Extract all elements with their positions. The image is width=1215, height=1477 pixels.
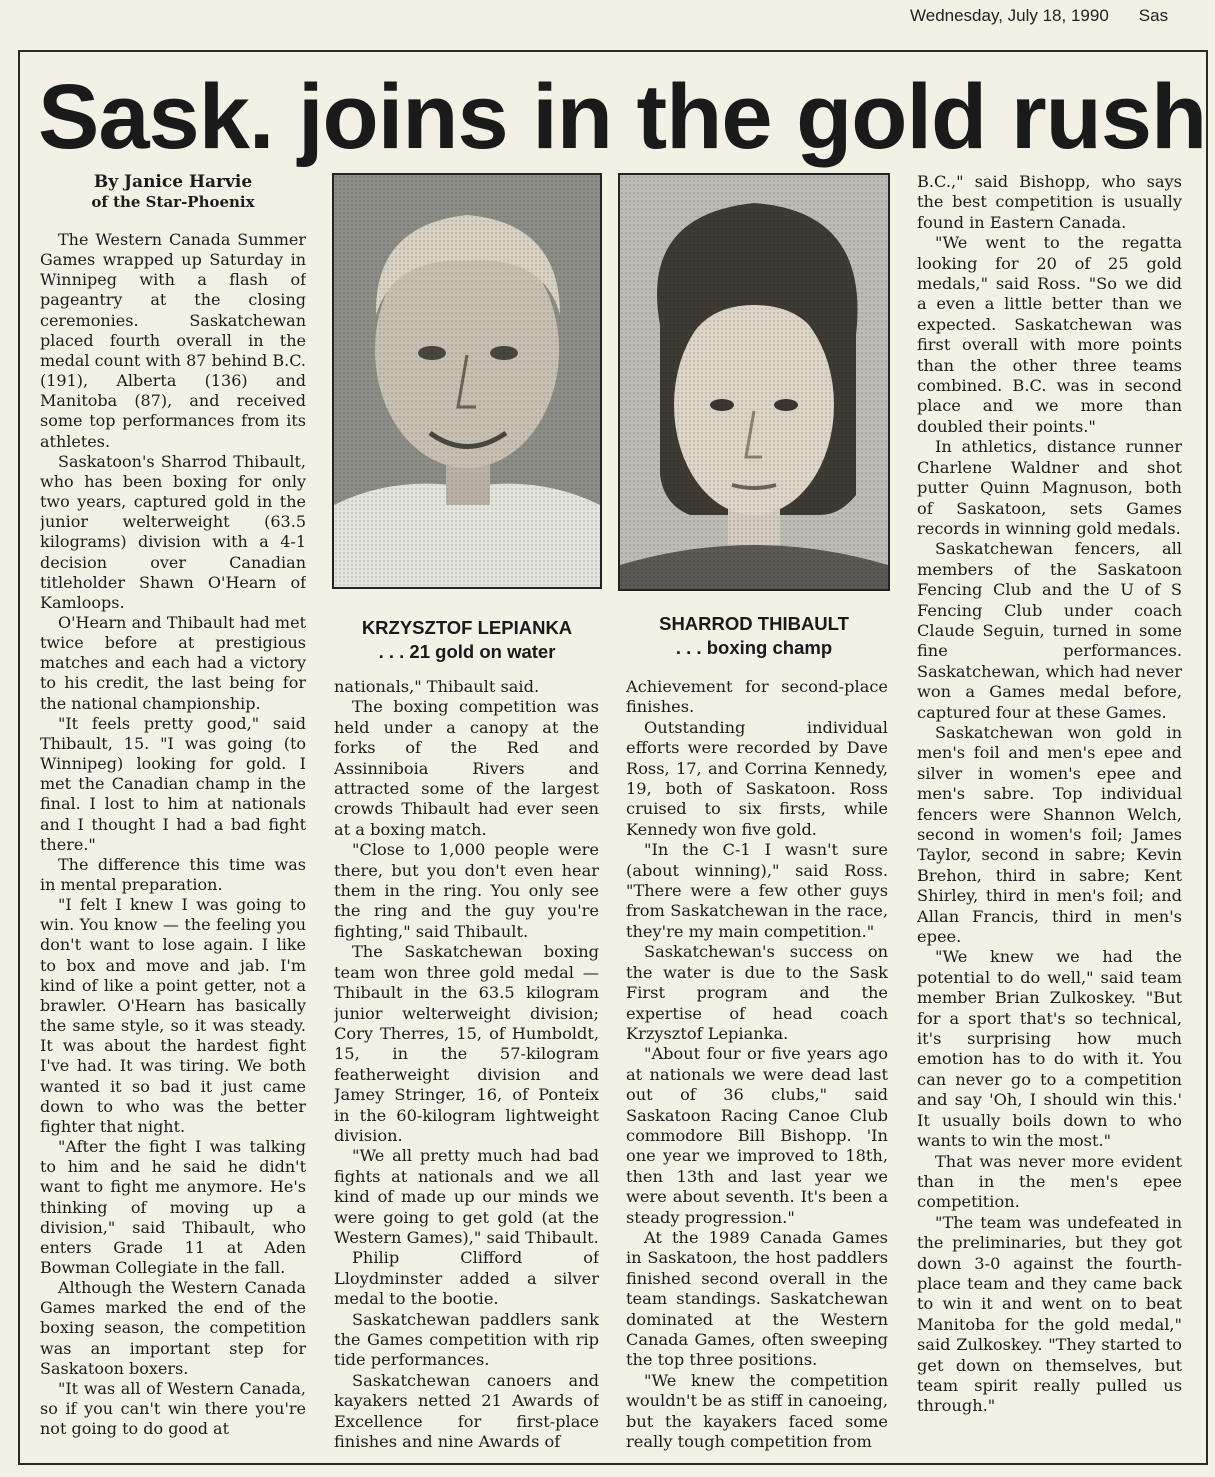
article-paragraph: In athletics, distance runner Charlene Waldner and shot putter Quinn Magnuson, both of Saskatoon, sets Games records in winning gold medals. [917,437,1182,538]
photo-caption-2 [618,612,890,660]
article-paragraph: At the 1989 Canada Games in Saskatoon, the host paddlers finished second overall in the team standings. Saskatchewan dominated at the Western Canada Games, often sweeping the top three positions. [626,1227,888,1370]
article-paragraph: O'Hearn and Thibault had met twice before at prestigious matches and each had a victory to his credit, the last being for the national championship. [40,612,306,713]
article-column-3 [626,677,888,1462]
article-paragraph: Saskatchewan's success on the water is due to the Sask First program and the expertise of head coach Krzysztof Lepianka. [626,942,888,1043]
article-paragraph: "The team was undefeated in the preliminaries, but they got down 3-0 against the fourth-place team and they came back to win it and went on to beat Manitoba for the gold medal," said Zulkoskey. "They started to get down on themselves, but team spirit really pulled us through." [917,1212,1182,1416]
article-paragraph: "We knew the competition wouldn't be as stiff in canoeing, but the kayakers faced some really tough competition from [626,1370,888,1452]
article-column-2 [334,677,599,1462]
article-paragraph: B.C.," said Bishopp, who says the best competition is usually found in Eastern Canada. [917,172,1182,232]
article-column-1 [40,172,306,1462]
article-paragraph: Saskatchewan canoers and kayakers netted 21 Awards of Excellence for first-place finishes and nine Awards of [334,1370,599,1452]
photo-caption-name: KRZYSZTOF LEPIANKA [361,617,573,638]
article-paragraph: "I felt I knew I was going to win. You know — the feeling you don't want to lose again. I like to box and move and jab. I'm kind of like a point getter, not a brawler. O'Hearn has basically the same style, so it was steady. It was about the hardest fight I've had. It was tiring. We both wanted it so bad it just came down to who was the better fighter that night. [40,895,306,1136]
article-paragraph: The Saskatchewan boxing team won three gold medal — Thibault in the 63.5 kilogram junior welterweight division; Cory Therres, 15, of Humboldt, 15, in the 57-kilogram featherweight division and Jamey Stringer, 16, of Ponteix in the 60-kilogram lightweight division. [334,942,599,1145]
headline: Sask. joins in the gold rush [38,66,1207,168]
article-paragraph: Saskatoon's Sharrod Thibault, who has been boxing for only two years, captured gold in the junior welterweight (63.5 kilograms) division with a 4-1 decision over Canadian titleholder Shawn O'Hearn of Kamloops. [40,451,306,612]
article-paragraph: "Close to 1,000 people were there, but you don't even hear them in the ring. You only see the ring and the guy you're fighting," said Thibault. [334,840,599,941]
byline-author: By Janice Harvie [93,172,253,192]
article-paragraph: Philip Clifford of Lloydminster added a silver medal to the bootie. [334,1248,599,1309]
photo-caption-text: . . . boxing champ [675,637,833,658]
article-paragraph: Saskatchewan paddlers sank the Games competition with rip tide performances. [334,1309,599,1370]
article-paragraph: nationals," Thibault said. [334,677,540,696]
masthead-date: Wednesday, July 18, 1990 [910,6,1109,25]
article-paragraph: The Western Canada Summer Games wrapped up Saturday in Winnipeg with a flash of pageantry at the closing ceremonies. Saskatchewan placed fourth overall in the medal count with 87 behind B.C. (191), Alberta (136) and Manitoba (87), and received some top performances from its athletes. [40,230,306,451]
article-paragraph: Achievement for second-place finishes. [626,677,888,717]
masthead-section: Sas [1138,6,1169,25]
photo-caption-text: . . . 21 gold on water [378,641,556,662]
byline-organization: of the Star-Phoenix [91,193,255,211]
article-paragraph: The boxing competition was held under a canopy at the forks of the Red and Assinniboia Rivers and attracted some of the largest crowds Thibault had ever seen at a boxing match. [334,697,599,839]
portrait-boy-illustration [620,175,888,589]
article-paragraph: Outstanding individual efforts were recorded by Dave Ross, 17, and Corrina Kennedy, 19, both of Saskatoon. Ross cruised to six firsts, while Kennedy won five gold. [626,717,888,839]
article-paragraph: "About four or five years ago at nationals we were dead last out of 36 clubs," said Saskatoon Racing Canoe Club commodore Bill Bishopp. 'In one year we improved to 18th, then 13th and last year we were about seventh. It's been a steady progression." [626,1044,888,1227]
article-paragraph: "It feels pretty good," said Thibault, 15. "I was going (to Winnipeg) looking for gold. I met the Canadian champ in the final. I lost to him at nationals and I thought I had a bad fight there." [40,713,306,854]
page-masthead [910,6,1215,26]
photo-caption-name: SHARROD THIBAULT [659,613,849,634]
photo-sharrod-thibault [618,173,890,591]
article-paragraph: That was never more evident than in the men's epee competition. [917,1151,1182,1212]
article-paragraph: "After the fight I was talking to him and he said he didn't want to fight me anymore. He's thinking of moving up a division," said Thibault, who enters Grade 11 at Aden Bowman Collegiate in the fall. [40,1137,306,1277]
article-paragraph: Although the Western Canada Games marked the end of the boxing season, the competition was an important step for Saskatoon boxers. [40,1278,306,1378]
article-paragraph: "In the C-1 I wasn't sure (about winning)," said Ross. "There were a few other guys from Saskatchewan in the race, they're my main competition." [626,840,888,941]
photo-caption-1 [332,616,602,664]
article-paragraph: The difference this time was in mental preparation. [40,854,306,894]
article-paragraph: Saskatchewan won gold in men's foil and men's epee and silver in women's epee and men's sabre. Top individual fencers were Shannon Welch, second in women's foil; James Taylor, second in sabre; Kevin Brehon, third in sabre; Kent Shirley, third in men's foil; and Allan Francis, third in men's epee. [917,722,1182,947]
article-paragraph: "It was all of Western Canada, so if you can't win there you're not going to do good at [40,1378,306,1439]
portrait-man-illustration [334,175,600,587]
article-paragraph: "We knew we had the potential to do well," said team member Brian Zulkoskey. "But for a sport that's so technical, it's surprising how much emotion has to do with it. You can never go to a competition and say 'Oh, I should win this.' It usually boils down to who wants to win the most." [917,947,1182,1151]
byline [40,172,306,212]
article-paragraph: Saskatchewan fencers, all members of the Saskatoon Fencing Club and the U of S Fencing Club under coach Claude Seguin, turned in some fine performances. Saskatchewan, which had never won a Games medal before, captured four at these Games. [917,539,1182,722]
photo-krzysztof-lepianka [332,173,602,589]
article-column-4 [917,172,1182,1462]
article-paragraph: "We all pretty much had bad fights at nationals and we all kind of made up our minds we were going to get gold (at the Western Games)," said Thibault. [334,1146,599,1247]
article-paragraph: "We went to the regatta looking for 20 of 25 gold medals," said Ross. "So we did a even a little better than we expected. Saskatchewan was first overall with more points than the other three teams combined. B.C. was in second place and we more than doubled their points." [917,233,1182,436]
